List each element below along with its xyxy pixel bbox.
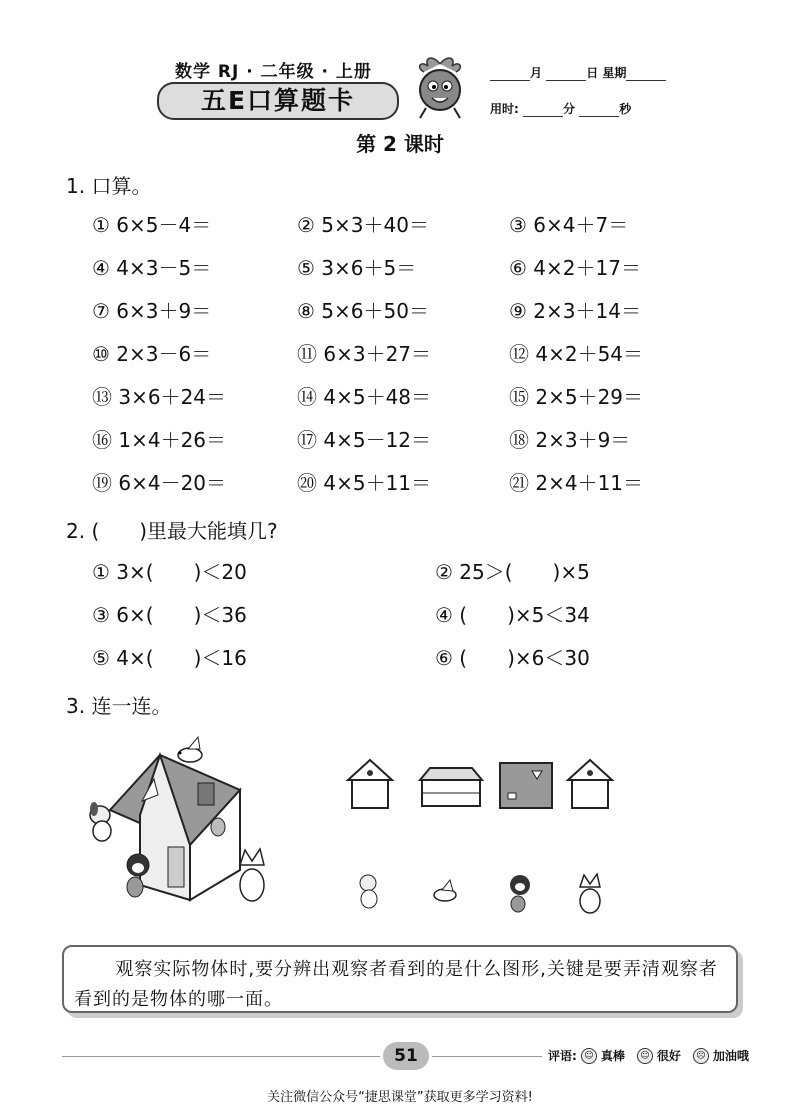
tip-text: 观察实际物体时,要分辨出观察者看到的是什么图形,关键是要弄清观察者看到的是物体的哪一面。: [74, 959, 718, 1010]
divider-right: [432, 1056, 542, 1057]
brand-title: 五E口算题卡: [157, 82, 399, 120]
problem[interactable]: ⑨ 2×3＋14＝: [509, 299, 641, 323]
footer-note: 关注微信公众号“捷思课堂”获取更多学习资料!: [267, 1090, 533, 1105]
dog-observer-icon[interactable]: [360, 875, 377, 908]
week-blank[interactable]: [626, 68, 666, 81]
problem[interactable]: ⑥ 4×2＋17＝: [509, 256, 641, 280]
minute-blank[interactable]: [523, 104, 563, 117]
question-2-title: 2. ( )里最大能填几?: [66, 519, 278, 543]
view-option-1[interactable]: [348, 760, 392, 808]
problem[interactable]: ⑧ 5×6＋50＝: [297, 299, 429, 323]
question-3-title: 3. 连一连。: [66, 694, 172, 718]
time-label: 用时:: [490, 102, 519, 116]
inequality-problem[interactable]: ① 3×( )＜20: [92, 560, 247, 584]
house-illustration: [110, 755, 240, 900]
problem[interactable]: ⑯ 1×4＋26＝: [92, 428, 227, 452]
evaluation-option[interactable]: 真棒: [600, 1049, 625, 1063]
inequality-problem[interactable]: ③ 6×( )＜36: [92, 603, 247, 627]
dog-icon[interactable]: [90, 802, 111, 841]
inequality-problem[interactable]: ⑤ 4×( )＜16: [92, 646, 247, 670]
fill-in-grid: [92, 557, 655, 673]
evaluation-label: 评语:: [548, 1049, 577, 1063]
divider-left: [62, 1056, 380, 1057]
monkey-observer-icon[interactable]: [510, 875, 530, 912]
week-label: 星期: [602, 66, 627, 80]
problem[interactable]: ⑱ 2×3＋9＝: [509, 428, 631, 452]
book-series: 数学 RJ · 二年级 · 上册: [175, 62, 372, 82]
problem[interactable]: ⑮ 2×5＋29＝: [509, 385, 644, 409]
second-label: 秒: [619, 102, 632, 116]
day-label: 日: [586, 66, 599, 80]
evaluation-option[interactable]: 很好: [656, 1049, 681, 1063]
cat-icon[interactable]: [240, 849, 264, 901]
view-option-3[interactable]: [500, 763, 552, 808]
day-blank[interactable]: [546, 68, 586, 81]
problem[interactable]: ⑦ 6×3＋9＝: [92, 299, 212, 323]
problem[interactable]: ㉑ 2×4＋11＝: [509, 471, 644, 495]
page-number: 51: [383, 1042, 429, 1070]
month-label: 月: [530, 66, 543, 80]
problem[interactable]: ① 6×5－4＝: [92, 213, 212, 237]
bird-icon[interactable]: [178, 737, 202, 762]
mental-math-grid: [92, 210, 709, 498]
problem[interactable]: ② 5×3＋40＝: [297, 213, 429, 237]
good-face-icon[interactable]: ☺: [637, 1048, 653, 1064]
inequality-problem[interactable]: ② 25＞( )×5: [435, 560, 590, 584]
month-blank[interactable]: [490, 68, 530, 81]
time-line: [490, 100, 631, 117]
view-option-4[interactable]: [568, 760, 612, 808]
problem[interactable]: ⑤ 3×6＋5＝: [297, 256, 417, 280]
problem[interactable]: ⑬ 3×6＋24＝: [92, 385, 227, 409]
problem[interactable]: ⑩ 2×3－6＝: [92, 342, 212, 366]
problem[interactable]: ⑭ 4×5＋48＝: [297, 385, 432, 409]
mascot-icon: [410, 52, 470, 122]
problem[interactable]: ③ 6×4＋7＝: [509, 213, 629, 237]
problem[interactable]: ⑲ 6×4－20＝: [92, 471, 227, 495]
inequality-problem[interactable]: ⑥ ( )×6＜30: [435, 646, 590, 670]
bird-observer-icon[interactable]: [434, 880, 456, 901]
matching-illustration: [80, 735, 730, 920]
evaluation-option[interactable]: 加油哦: [712, 1049, 749, 1063]
lesson-title: 第 2 课时: [356, 132, 444, 156]
inequality-problem[interactable]: ④ ( )×5＜34: [435, 603, 590, 627]
problem[interactable]: ⑰ 4×5－12＝: [297, 428, 432, 452]
second-blank[interactable]: [579, 104, 619, 117]
tip-box: [62, 945, 738, 1013]
question-1-title: 1. 口算。: [66, 174, 152, 198]
problem[interactable]: ④ 4×3－5＝: [92, 256, 212, 280]
problem[interactable]: ⑳ 4×5＋11＝: [297, 471, 432, 495]
problem[interactable]: ⑪ 6×3＋27＝: [297, 342, 432, 366]
view-option-2[interactable]: [420, 768, 482, 806]
great-face-icon[interactable]: ☺: [581, 1048, 597, 1064]
try-harder-face-icon[interactable]: ☹: [693, 1048, 709, 1064]
minute-label: 分: [563, 102, 576, 116]
evaluation-bar: [548, 1047, 749, 1064]
date-line: [490, 64, 666, 81]
problem[interactable]: ⑫ 4×2＋54＝: [509, 342, 644, 366]
cat-observer-icon[interactable]: [580, 874, 600, 913]
